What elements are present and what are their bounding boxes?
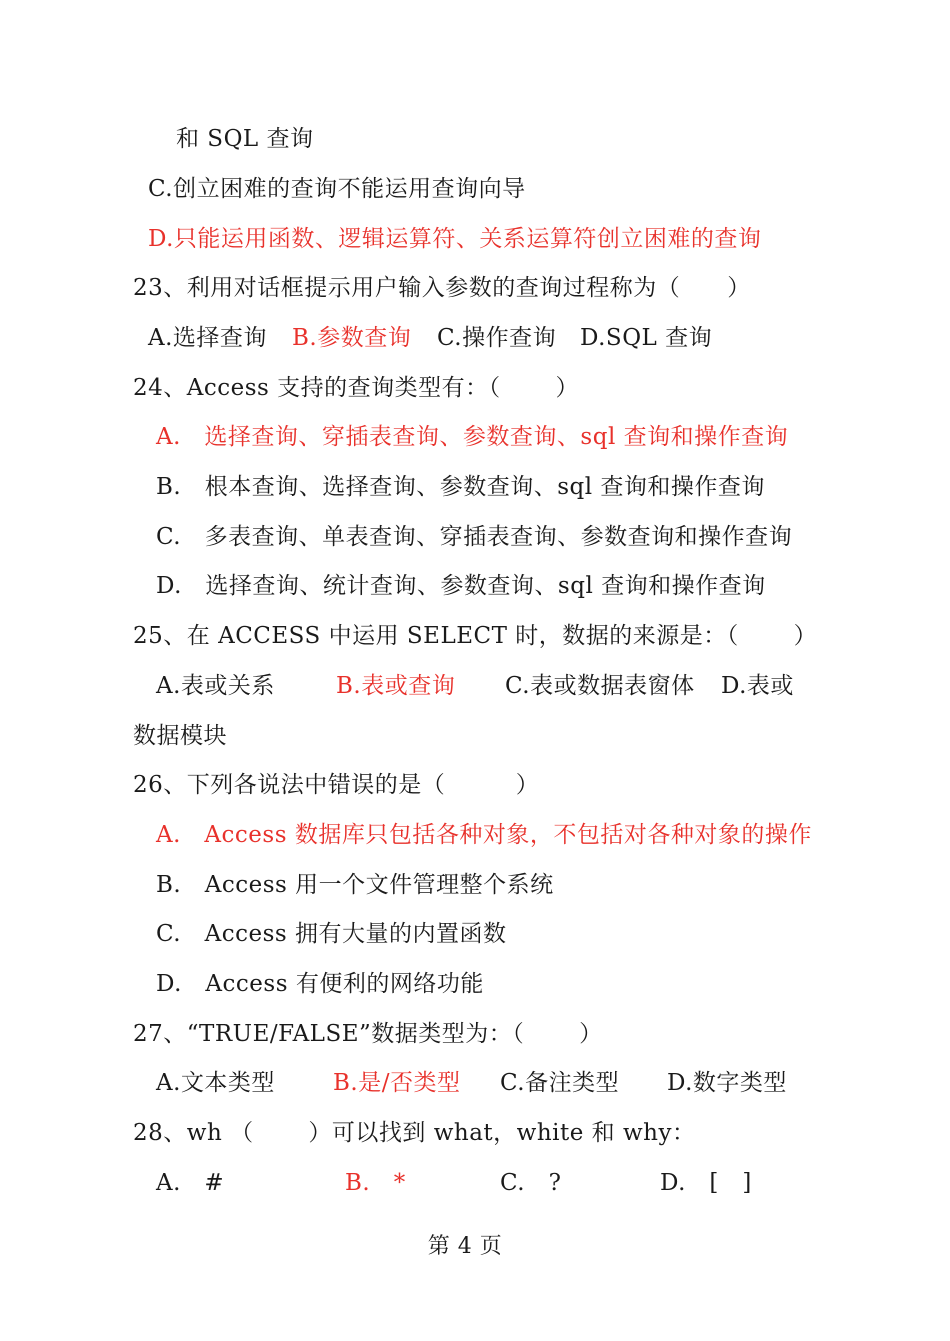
q24-option-b: B. 根本查询、选择查询、参数查询、sql 查询和操作查询: [156, 474, 765, 500]
q23-option-c: C.操作查询: [437, 325, 557, 351]
q28-option-c: C. ?: [500, 1170, 562, 1196]
q23-option-d: D.SQL 查询: [580, 325, 713, 351]
q22-option-d-answer: D.只能运用函数、逻辑运算符、关系运算符创立困难的查询: [148, 226, 762, 252]
q25-option-a: A.表或关系: [156, 673, 275, 699]
q23-option-b-answer: B.参数查询: [292, 325, 412, 351]
q25-option-c: C.表或数据表窗体: [505, 673, 695, 699]
q23-option-a: A.选择查询: [148, 325, 267, 351]
q27-option-c: C.备注类型: [500, 1070, 620, 1096]
q22-line-continuation: 和 SQL 查询: [176, 126, 314, 152]
q25-stem: 25、在 ACCESS 中运用 SELECT 时，数据的来源是：（ ）: [133, 623, 818, 649]
q27-stem: 27、“TRUE/FALSE”数据类型为：（ ）: [133, 1021, 603, 1047]
q28-stem: 28、wh （ ）可以找到 what，white 和 why：: [133, 1120, 696, 1146]
q27-option-b-answer: B.是/否类型: [333, 1070, 461, 1096]
q24-option-d: D. 选择查询、统计查询、参数查询、sql 查询和操作查询: [156, 573, 766, 599]
q26-option-b: B. Access 用一个文件管理整个系统: [156, 872, 554, 898]
q26-option-a-answer: A. Access 数据库只包括各种对象，不包括对各种对象的操作: [156, 822, 812, 848]
q23-stem: 23、利用对话框提示用户输入参数的查询过程称为（ ）: [133, 275, 751, 301]
q28-option-b-answer: B. *: [345, 1170, 406, 1196]
q25-option-b-answer: B.表或查询: [336, 673, 456, 699]
q25-option-d: D.表或: [721, 673, 794, 699]
q26-option-d: D. Access 有便利的网络功能: [156, 971, 484, 997]
page-number: 第 4 页: [427, 1234, 503, 1259]
q22-option-c: C.创立困难的查询不能运用查询向导: [148, 176, 526, 202]
q24-option-c: C. 多表查询、单表查询、穿插表查询、参数查询和操作查询: [156, 524, 793, 550]
q26-option-c: C. Access 拥有大量的内置函数: [156, 921, 507, 947]
q24-stem: 24、Access 支持的查询类型有：（ ）: [133, 375, 579, 401]
q26-stem: 26、下列各说法中错误的是（ ）: [133, 772, 540, 798]
q25-option-d-continuation: 数据模块: [133, 723, 227, 749]
q27-option-d: D.数字类型: [667, 1070, 787, 1096]
q27-option-a: A.文本类型: [156, 1070, 275, 1096]
q28-option-d: D. [ ]: [660, 1170, 752, 1196]
q28-option-a: A. #: [156, 1170, 225, 1196]
q24-option-a-answer: A. 选择查询、穿插表查询、参数查询、sql 查询和操作查询: [156, 424, 789, 450]
